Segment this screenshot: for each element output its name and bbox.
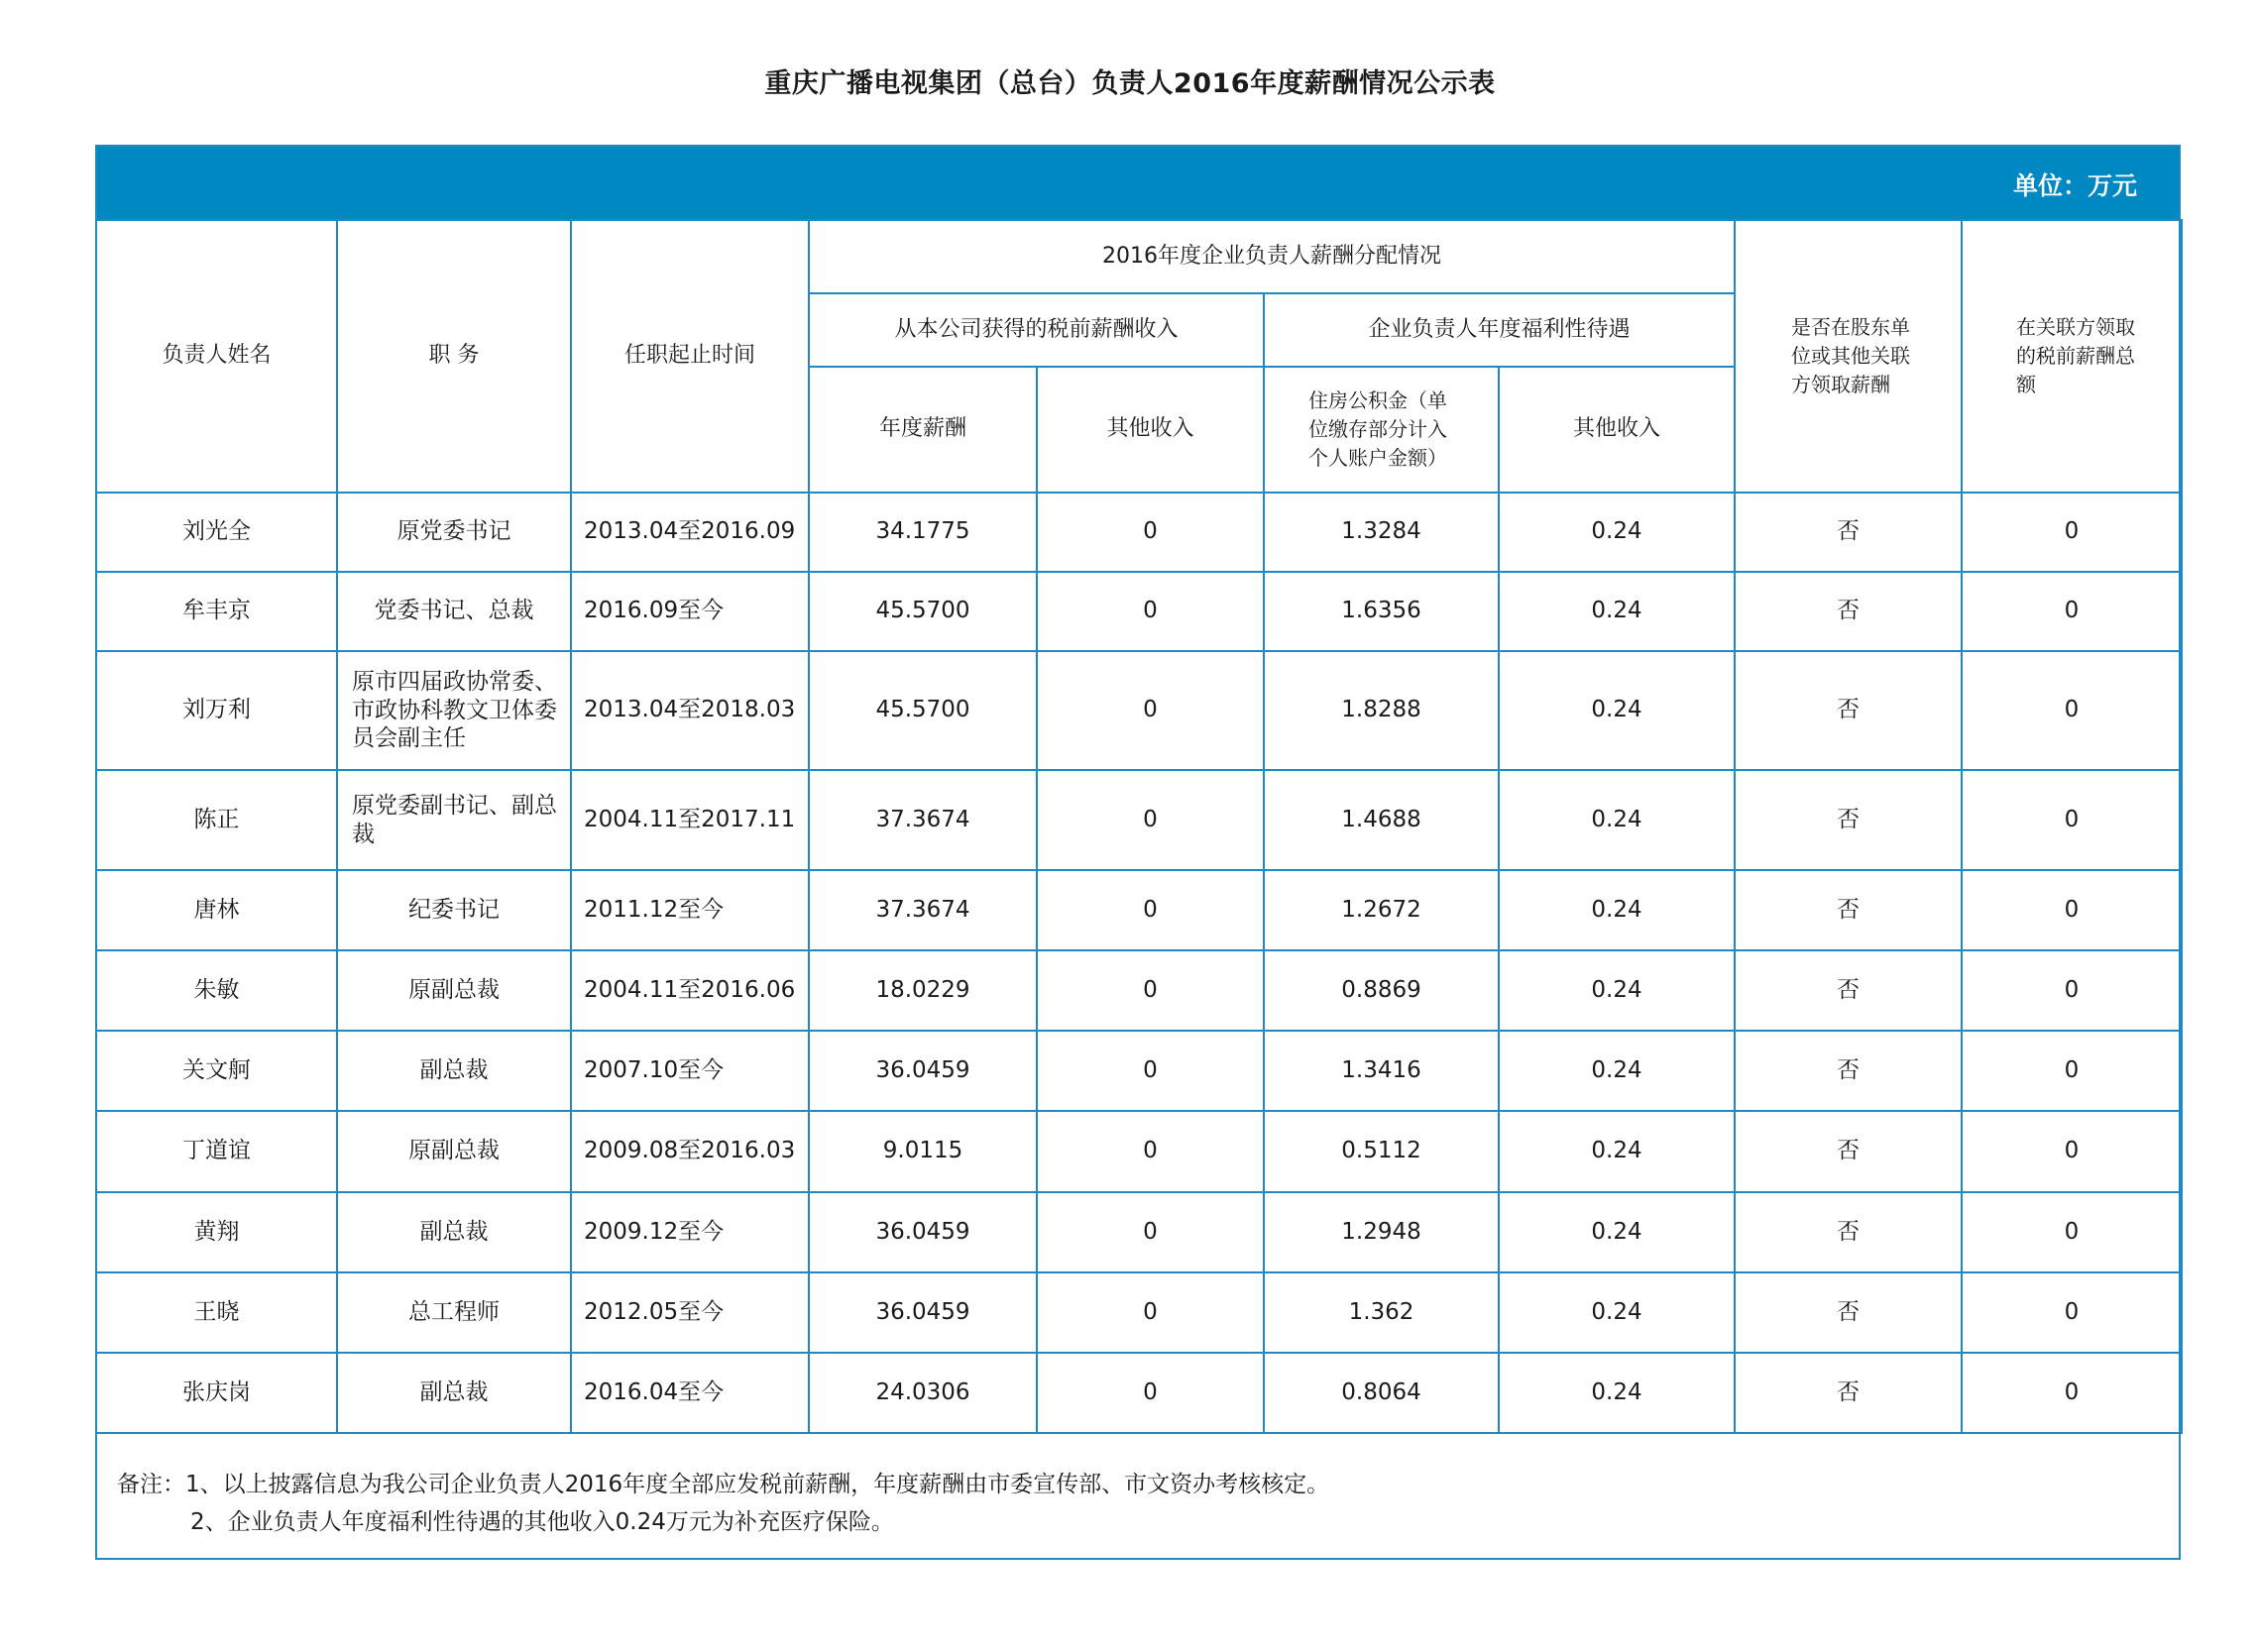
cell-salary: 9.0115	[809, 1111, 1037, 1192]
cell-term: 2016.04至今	[571, 1353, 809, 1433]
cell-related: 0	[1962, 1272, 2182, 1353]
cell-term: 2013.04至2016.09	[571, 493, 809, 572]
cell-salary: 37.3674	[809, 770, 1037, 870]
cell-name: 张庆岗	[96, 1353, 337, 1433]
cell-salary: 37.3674	[809, 870, 1037, 950]
cell-shareholder: 否	[1735, 572, 1962, 651]
cell-housing: 1.3284	[1264, 493, 1499, 572]
note-1: 备注：1、以上披露信息为我公司企业负责人2016年度全部应发税前薪酬，年度薪酬由市委宣传部、市文资办考核核定。	[117, 1472, 1330, 1497]
cell-term: 2004.11至2016.06	[571, 950, 809, 1031]
cell-related: 0	[1962, 950, 2182, 1031]
cell-name: 黄翔	[96, 1192, 337, 1272]
cell-related: 0	[1962, 770, 2182, 870]
cell-shareholder: 否	[1735, 1192, 1962, 1272]
cell-other: 0	[1037, 770, 1264, 870]
cell-salary: 45.5700	[809, 651, 1037, 770]
cell-salary: 45.5700	[809, 572, 1037, 651]
cell-housing: 1.3416	[1264, 1031, 1499, 1111]
cell-related: 0	[1962, 1192, 2182, 1272]
header-duty: 职 务	[337, 220, 571, 493]
cell-name: 丁道谊	[96, 1111, 337, 1192]
cell-salary: 18.0229	[809, 950, 1037, 1031]
cell-welfare-other: 0.24	[1499, 1031, 1735, 1111]
cell-salary: 36.0459	[809, 1192, 1037, 1272]
header-housing-fund: 住房公积金（单位缴存部分计入个人账户金额）	[1264, 367, 1499, 493]
cell-shareholder: 否	[1735, 493, 1962, 572]
cell-housing: 1.2672	[1264, 870, 1499, 950]
cell-other: 0	[1037, 1353, 1264, 1433]
cell-other: 0	[1037, 950, 1264, 1031]
cell-duty: 副总裁	[337, 1192, 571, 1272]
cell-other: 0	[1037, 493, 1264, 572]
cell-welfare-other: 0.24	[1499, 1272, 1735, 1353]
cell-related: 0	[1962, 1353, 2182, 1433]
cell-welfare-other: 0.24	[1499, 1111, 1735, 1192]
cell-name: 牟丰京	[96, 572, 337, 651]
cell-related: 0	[1962, 1111, 2182, 1192]
unit-label: 单位：万元	[2012, 171, 2137, 200]
cell-related: 0	[1962, 870, 2182, 950]
cell-housing: 0.5112	[1264, 1111, 1499, 1192]
cell-name: 关文舸	[96, 1031, 337, 1111]
cell-other: 0	[1037, 1031, 1264, 1111]
cell-duty: 副总裁	[337, 1031, 571, 1111]
note-2: 2、企业负责人年度福利性待遇的其他收入0.24万元为补充医疗保险。	[190, 1509, 894, 1535]
header-term: 任职起止时间	[571, 220, 809, 493]
cell-shareholder: 否	[1735, 1272, 1962, 1353]
cell-term: 2007.10至今	[571, 1031, 809, 1111]
header-other-income: 其他收入	[1037, 367, 1264, 493]
cell-welfare-other: 0.24	[1499, 770, 1735, 870]
header-shareholder: 是否在股东单位或其他关联方领取薪酬	[1735, 220, 1962, 493]
header-annual-salary: 年度薪酬	[809, 367, 1037, 493]
cell-other: 0	[1037, 1272, 1264, 1353]
cell-welfare-other: 0.24	[1499, 870, 1735, 950]
cell-shareholder: 否	[1735, 770, 1962, 870]
cell-salary: 36.0459	[809, 1272, 1037, 1353]
cell-housing: 1.8288	[1264, 651, 1499, 770]
cell-term: 2016.09至今	[571, 572, 809, 651]
table-frame	[95, 145, 2181, 1560]
cell-shareholder: 否	[1735, 1111, 1962, 1192]
cell-shareholder: 否	[1735, 870, 1962, 950]
cell-term: 2009.12至今	[571, 1192, 809, 1272]
cell-term: 2009.08至2016.03	[571, 1111, 809, 1192]
cell-welfare-other: 0.24	[1499, 950, 1735, 1031]
cell-other: 0	[1037, 870, 1264, 950]
cell-housing: 1.2948	[1264, 1192, 1499, 1272]
cell-name: 刘光全	[96, 493, 337, 572]
cell-term: 2004.11至2017.11	[571, 770, 809, 870]
cell-housing: 1.362	[1264, 1272, 1499, 1353]
cell-other: 0	[1037, 572, 1264, 651]
cell-duty: 原市四届政协常委、市政协科教文卫体委员会副主任	[337, 651, 571, 770]
cell-housing: 1.6356	[1264, 572, 1499, 651]
cell-related: 0	[1962, 1031, 2182, 1111]
cell-duty: 原党委书记	[337, 493, 571, 572]
cell-welfare-other: 0.24	[1499, 572, 1735, 651]
cell-term: 2013.04至2018.03	[571, 651, 809, 770]
cell-salary: 24.0306	[809, 1353, 1037, 1433]
cell-name: 唐林	[96, 870, 337, 950]
cell-welfare-other: 0.24	[1499, 1192, 1735, 1272]
header-salary-group: 2016年度企业负责人薪酬分配情况	[809, 220, 1735, 293]
cell-welfare-other: 0.24	[1499, 1353, 1735, 1433]
cell-housing: 0.8869	[1264, 950, 1499, 1031]
cell-shareholder: 否	[1735, 1031, 1962, 1111]
cell-term: 2012.05至今	[571, 1272, 809, 1353]
cell-name: 王晓	[96, 1272, 337, 1353]
cell-shareholder: 否	[1735, 651, 1962, 770]
cell-related: 0	[1962, 572, 2182, 651]
cell-salary: 34.1775	[809, 493, 1037, 572]
cell-related: 0	[1962, 651, 2182, 770]
cell-welfare-other: 0.24	[1499, 651, 1735, 770]
cell-welfare-other: 0.24	[1499, 493, 1735, 572]
cell-shareholder: 否	[1735, 1353, 1962, 1433]
cell-term: 2011.12至今	[571, 870, 809, 950]
cell-other: 0	[1037, 651, 1264, 770]
header-related-total: 在关联方领取的税前薪酬总额	[1962, 220, 2182, 493]
header-pretax-group: 从本公司获得的税前薪酬收入	[809, 293, 1264, 367]
cell-related: 0	[1962, 493, 2182, 572]
cell-duty: 纪委书记	[337, 870, 571, 950]
cell-name: 朱敏	[96, 950, 337, 1031]
cell-housing: 0.8064	[1264, 1353, 1499, 1433]
header-name: 负责人姓名	[96, 220, 337, 493]
cell-other: 0	[1037, 1111, 1264, 1192]
cell-housing: 1.4688	[1264, 770, 1499, 870]
cell-duty: 副总裁	[337, 1353, 571, 1433]
cell-duty: 总工程师	[337, 1272, 571, 1353]
cell-name: 刘万利	[96, 651, 337, 770]
header-welfare-group: 企业负责人年度福利性待遇	[1264, 293, 1735, 367]
cell-duty: 原副总裁	[337, 950, 571, 1031]
page-title: 重庆广播电视集团（总台）负责人2016年度薪酬情况公示表	[764, 68, 1496, 99]
cell-shareholder: 否	[1735, 950, 1962, 1031]
cell-duty: 党委书记、总裁	[337, 572, 571, 651]
cell-duty: 原副总裁	[337, 1111, 571, 1192]
cell-other: 0	[1037, 1192, 1264, 1272]
header-welfare-other: 其他收入	[1499, 367, 1735, 493]
cell-name: 陈正	[96, 770, 337, 870]
notes-section	[117, 1466, 2159, 1541]
cell-duty: 原党委副书记、副总裁	[337, 770, 571, 870]
cell-salary: 36.0459	[809, 1031, 1037, 1111]
